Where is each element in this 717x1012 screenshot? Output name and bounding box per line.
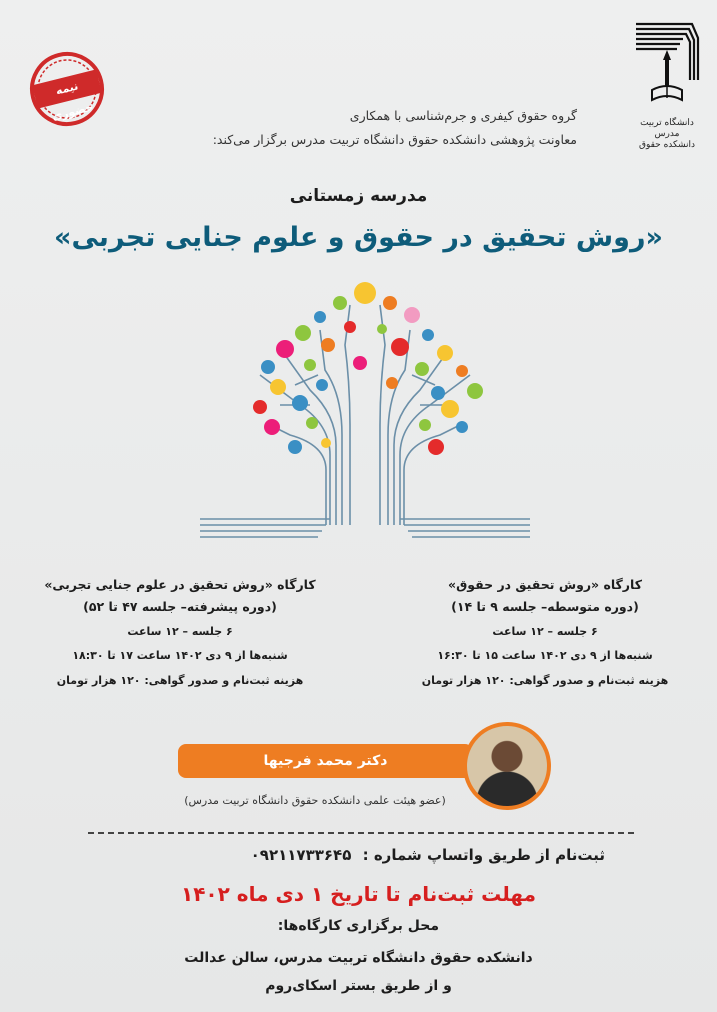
school-title: مدرسه زمستانی (289, 186, 428, 206)
intro-line-1: گروه حقوق کیفری و جرم‌شناسی با همکاری (349, 108, 577, 123)
divider (88, 832, 634, 834)
workshop-1-title: کارگاه «روش تحقیق در حقوق» (448, 577, 642, 592)
workshop-1-fee: هزینه ثبت‌نام و صدور گواهی: ۱۲۰ هزار تومان (421, 674, 669, 687)
speaker-affiliation: (عضو هیئت علمی دانشکده حقوق دانشگاه تربیت مدرس) (184, 794, 446, 807)
hybrid-stamp (20, 42, 115, 137)
workshop-2 (40, 574, 320, 694)
workshop-2-fee: هزینه ثبت‌نام و صدور گواهی: ۱۲۰ هزار تومان (56, 674, 304, 687)
registration-line (85, 846, 605, 864)
university-logo (632, 20, 702, 150)
intro-text (137, 104, 577, 152)
venue-line-1: دانشکده حقوق دانشگاه تربیت مدرس، سالن عدالت (184, 950, 533, 966)
workshop-1-level: (دوره متوسطه– جلسه ۹ تا ۱۴) (451, 599, 639, 614)
venue-line-2: و از طریق بستر اسکای‌روم (265, 978, 452, 994)
workshop-1-schedule: شنبه‌ها از ۹ دی ۱۴۰۲ ساعت ۱۵ تا ۱۶:۳۰ (437, 649, 653, 662)
registration-deadline: مهلت ثبت‌نام تا تاریخ ۱ دی ماه ۱۴۰۲ (180, 882, 536, 906)
workshop-2-sessions: ۶ جلسه – ۱۲ ساعت (127, 625, 233, 638)
venue-label: محل برگزاری کارگاه‌ها: (277, 918, 439, 934)
logo-line-1: دانشگاه تربیت مدرس (640, 118, 694, 139)
registration-label: ثبت‌نام از طریق واتساپ شماره : (362, 846, 605, 864)
circuit-tree-icon (200, 275, 530, 555)
workshop-1 (405, 574, 685, 694)
workshop-1-sessions: ۶ جلسه – ۱۲ ساعت (492, 625, 598, 638)
workshop-2-schedule: شنبه‌ها از ۹ دی ۱۴۰۲ ساعت ۱۷ تا ۱۸:۳۰ (72, 649, 288, 662)
registration-phone: ۰۹۲۱۱۷۳۳۶۴۵ (250, 846, 352, 864)
main-title: «روش تحقیق در حقوق و علوم جنایی تجربی» (54, 222, 663, 253)
workshop-2-title: کارگاه «روش تحقیق در علوم جنایی تجربی» (44, 577, 316, 592)
workshop-2-level: (دوره پیشرفته– جلسه ۴۷ تا ۵۲) (83, 599, 277, 614)
stamp-label: نیمه حضوری (32, 69, 102, 108)
intro-line-2: معاونت پژوهشی دانشکده حقوق دانشگاه تربیت مدرس برگزار می‌کند: (212, 132, 577, 147)
speaker-name: دکتر محمد فرجیها (178, 744, 473, 778)
logo-line-2: دانشکده حقوق (638, 140, 696, 150)
university-logo-icon (632, 20, 702, 118)
